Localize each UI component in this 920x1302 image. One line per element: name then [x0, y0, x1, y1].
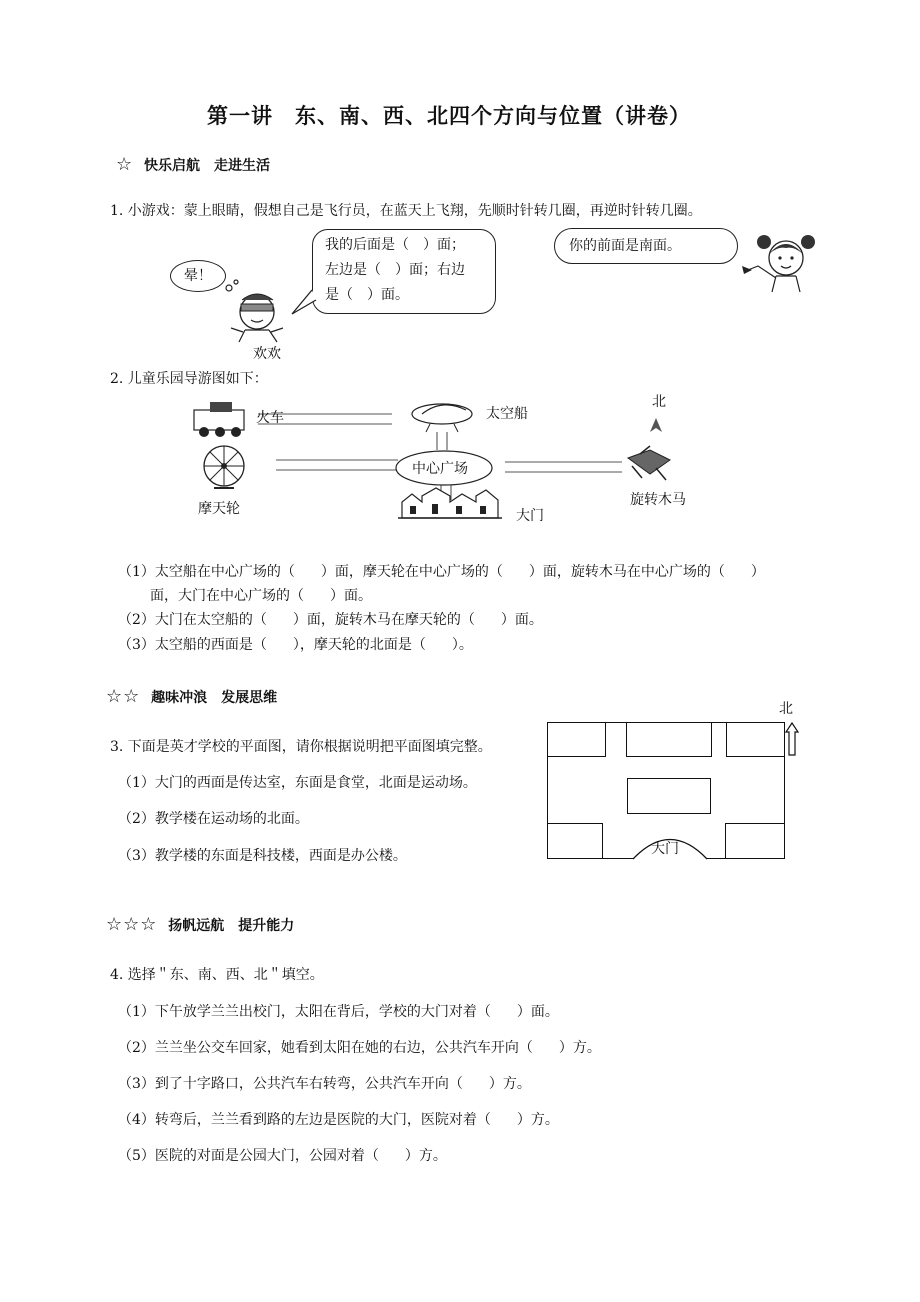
map-label-ferris: 摩天轮 [198, 501, 240, 517]
q2-s2-b: ）面，旋转木马在摩天轮的（ [292, 612, 475, 628]
q2-s1-text-d: ） [750, 564, 765, 580]
q2-s1-line2-a: 面，大门在中心广场的（ [150, 588, 304, 604]
question-3-sub-2: （2）教学楼在运动场的北面。 [118, 811, 309, 827]
plan-north-label: 北 [779, 701, 793, 717]
map-label-north: 北 [652, 394, 666, 410]
star-icon: ☆☆ [106, 686, 141, 707]
q2-s2-a: （2）大门在太空船的（ [118, 612, 267, 628]
carousel-icon [628, 446, 670, 480]
bubble-line-3: 是（ ）面。 [325, 287, 409, 303]
q2-s2-c: ）面。 [500, 612, 543, 628]
question-3-sub-1: （1）大门的西面是传达室，东面是食堂，北面是运动场。 [118, 775, 477, 791]
question-4-text: 4. 选择＂东、南、西、北＂填空。 [110, 967, 324, 983]
q2-s3-a: （3）太空船的西面是（ [118, 637, 267, 653]
bubble-line-2: 左边是（ ）面；右边 [325, 262, 465, 278]
q4-s3-a: （3）到了十字路口，公共汽车右转弯，公共汽车开向（ [118, 1076, 463, 1092]
q2-s1-line2-b: ）面。 [330, 588, 372, 604]
section-heading-2 [106, 686, 277, 707]
page-title: 第一讲 东、南、西、北四个方向与位置（讲卷） [207, 103, 691, 128]
map-label-spaceship: 太空船 [486, 406, 528, 422]
girl-figure [736, 226, 828, 296]
question-4-sub-3 [118, 1073, 531, 1093]
q4-s4-b: ）方。 [516, 1112, 559, 1128]
question-3-sub-3: （3）教学楼的东面是科技楼，西面是办公楼。 [118, 848, 407, 864]
q4-s2-b: ）方。 [558, 1040, 601, 1056]
section-label: 扬帆远航 提升能力 [168, 918, 295, 934]
plan-box-center[interactable] [627, 778, 711, 814]
question-1-text: 1. 小游戏：蒙上眼睛，假想自己是飞行员，在蓝天上飞翔，先顺时针转几圈，再逆时针转几圈。 [110, 203, 702, 219]
plan-box-bottom-left[interactable] [547, 823, 603, 859]
plan-box-top-middle[interactable] [626, 722, 712, 757]
bubble-line-1: 我的后面是（ ）面； [325, 237, 465, 253]
q2-s1-text-a: （1）太空船在中心广场的（ [118, 564, 295, 580]
question-2-sub-2 [118, 609, 543, 629]
map-label-center: 中心广场 [412, 461, 468, 477]
q4-s1-a: （1）下午放学兰兰出校门，太阳在背后，学校的大门对着（ [118, 1004, 491, 1020]
question-4-sub-2 [118, 1037, 601, 1057]
girl-speech-bubble [554, 228, 738, 264]
plan-box-top-left[interactable] [547, 722, 606, 757]
map-label-carousel: 旋转木马 [630, 492, 686, 508]
exclaim-text: 晕！ [184, 268, 212, 284]
star-icon: ☆ [116, 154, 134, 175]
gate-buildings-icon [398, 488, 502, 518]
speech-bubble [312, 229, 496, 314]
map-label-gate: 大门 [516, 508, 544, 524]
q2-s3-c: ）。 [451, 637, 473, 653]
ferris-wheel-icon [204, 446, 244, 488]
section-heading-3 [106, 914, 294, 935]
q2-s1-text-b: ）面，摩天轮在中心广场的（ [320, 564, 503, 580]
question-2-sub-1-line-2 [150, 585, 372, 605]
speech-bubble-tail [290, 288, 320, 318]
spaceship-icon [412, 404, 472, 432]
question-4-sub-1 [118, 1001, 559, 1021]
plan-gate-label: 大门 [651, 841, 679, 857]
plan-box-bottom-right[interactable] [725, 823, 785, 859]
question-3-text: 3. 下面是英才学校的平面图，请你根据说明把平面图填完整。 [110, 739, 492, 755]
question-2-sub-3 [118, 634, 473, 654]
question-2-sub-1-line-1 [118, 561, 765, 581]
q4-s5-b: ）方。 [404, 1148, 447, 1164]
park-map [180, 388, 720, 528]
q4-s4-a: （4）转弯后，兰兰看到路的左边是医院的大门，医院对着（ [118, 1112, 491, 1128]
star-icon: ☆☆☆ [106, 914, 158, 935]
q4-s5-a: （5）医院的对面是公园大门，公园对着（ [118, 1148, 379, 1164]
q4-s2-a: （2）兰兰坐公交车回家，她看到太阳在她的右边，公共汽车开向（ [118, 1040, 533, 1056]
north-arrow-icon [784, 722, 800, 756]
section-label: 快乐启航 走进生活 [144, 158, 271, 174]
section-label: 趣味冲浪 发展思维 [151, 690, 278, 706]
train-icon [194, 402, 244, 437]
q4-s3-b: ）方。 [488, 1076, 531, 1092]
map-label-train: 火车 [256, 410, 284, 426]
q4-s1-b: ）面。 [516, 1004, 559, 1020]
q2-s3-b: ），摩天轮的北面是（ [292, 637, 426, 653]
q2-s1-text-c: ）面，旋转木马在中心广场的（ [528, 564, 725, 580]
question-4-sub-5 [118, 1145, 447, 1165]
boy-name-label: 欢欢 [253, 346, 281, 362]
plan-box-top-right[interactable] [726, 722, 785, 757]
question-2-text: 2. 儿童乐园导游图如下： [110, 371, 268, 387]
north-arrow-icon [650, 418, 662, 432]
question-4-sub-4 [118, 1109, 559, 1129]
girl-bubble-text: 你的前面是南面。 [569, 238, 681, 254]
section-heading-1 [116, 154, 270, 175]
